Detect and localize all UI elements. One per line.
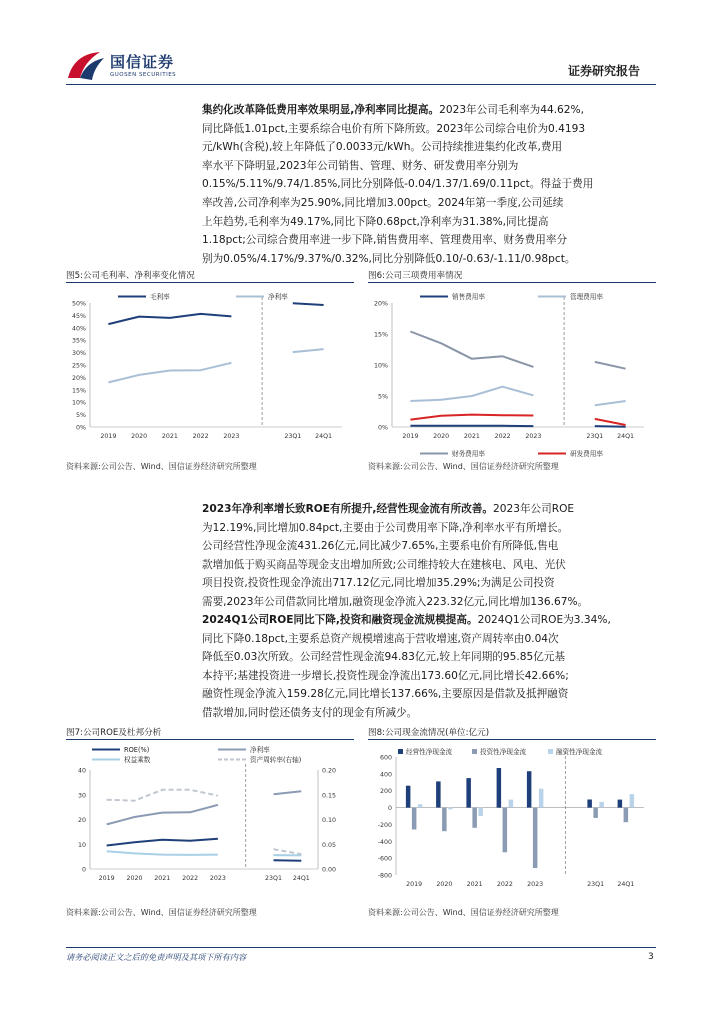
fig5-chart (66, 286, 354, 446)
fig8-source: 资料来源:公司公告、Wind、国信证券经济研究所整理 (368, 908, 559, 917)
bar-1-2 (472, 808, 477, 828)
legend-label-1: 投资性净现金流 (480, 748, 527, 756)
x-tick-label: 24Q1 (292, 875, 310, 882)
series-line-3-quarterly (274, 849, 302, 854)
x-tick-label: 2023 (527, 881, 544, 888)
fig8-title: 图8:公司现金流情况(单位:亿元) (368, 728, 490, 738)
x-tick-label: 2019 (98, 875, 115, 882)
y2-tick-label: 0.00 (322, 866, 337, 874)
y-tick-label: 0 (387, 805, 392, 813)
x-tick-label: 2020 (433, 433, 450, 440)
logo-en: GUOSEN SECURITIES (110, 72, 177, 78)
y-tick-label: 20% (374, 300, 388, 308)
series-line-1-annual (410, 387, 533, 401)
bar-2-4 (539, 789, 544, 808)
y-tick-label: 40% (72, 325, 86, 333)
report-type: 证券研究报告 (568, 64, 641, 78)
y-tick-label: 0 (81, 866, 86, 874)
para3-line-0: 2024Q1公司ROE为3.34%, (477, 614, 611, 626)
y-tick-label: -200 (377, 821, 392, 829)
para3-line-1: 同比下降0.18pct,主要系总资产规模增速高于营收增速,资产周转率由0.04次 (202, 632, 559, 645)
y-tick-label: 5% (378, 393, 388, 401)
legend-label-2: 财务费用率 (452, 450, 485, 458)
para1-line-2: 元/kWh(含税),较上年降低了0.0033元/kWh。公司持续推进集约化改革,费用 (202, 141, 563, 154)
legend-swatch-1 (472, 749, 477, 754)
series-line-1-quarterly (293, 349, 324, 352)
footer-disclaimer: 请务必阅读正文之后的免责声明及其项下所有内容 (66, 952, 247, 962)
logo-cn: 国信证券 (110, 53, 175, 71)
y-tick-label: 10% (374, 362, 388, 370)
legend-swatch-2 (548, 749, 553, 754)
x-tick-label: 2021 (463, 433, 480, 440)
para1-line-3: 率水平下降明显,2023年公司销售、管理、财务、研发费用率分别为 (202, 159, 519, 172)
y-tick-label: 20% (72, 374, 86, 382)
paragraph-2 (202, 500, 656, 612)
series-line-3-annual (107, 790, 218, 801)
legend-label-3: 资产周转率(右轴) (250, 756, 302, 764)
footer-divider (66, 947, 656, 948)
para1-line-6: 上年趋势,毛利率为49.17%,同比下降0.68pct,净利率为31.38%,同比提高 (202, 215, 549, 228)
legend-label-2: 权益乘数 (124, 756, 151, 764)
series-line-1-annual (108, 363, 231, 383)
para1-line-0: 2023年公司毛利率为44.62%, (439, 104, 584, 116)
y-tick-label: 50% (72, 300, 86, 308)
x-tick-label: 2019 (406, 881, 423, 888)
series-line-0-quarterly (274, 860, 302, 861)
y-tick-label: 15% (374, 331, 388, 339)
para2-line-4: 项目投资,投资性现金净流出717.12亿元,同比增加35.29%;为满足公司投资 (202, 577, 555, 590)
para3-line-3: 本持平;基建投资进一步增长,投资性现金净流出173.60亿元,同比增长42.66%; (202, 669, 569, 682)
y-tick-label: 0% (378, 424, 388, 432)
fig6-chart (368, 286, 656, 458)
para1-line-5: 率改善,公司净利率为25.90%,同比增加3.00pct。2024年第一季度,公司延续 (202, 196, 564, 209)
fig6-title-rule (368, 282, 656, 283)
y-tick-label: -400 (377, 838, 392, 846)
legend-label-0: 经营性净现金流 (406, 748, 453, 756)
x-tick-label: 2022 (494, 433, 511, 440)
bar-0-2 (466, 778, 471, 808)
x-tick-label: 2023 (223, 433, 240, 440)
legend-label-1: 净利率 (250, 746, 270, 754)
y-tick-label: 20 (77, 817, 86, 824)
y-tick-label: -800 (377, 872, 392, 880)
bar-2-0 (418, 804, 423, 807)
legend-label-1: 净利率 (268, 293, 288, 301)
para2-line-3: 款增加低于购买商品等现金支出增加所致;公司维持较大在建核电、风电、光伏 (202, 558, 566, 571)
x-tick-label: 2019 (100, 433, 117, 440)
bar-2-2 (478, 808, 483, 816)
para1-line (202, 101, 656, 120)
para3-line (202, 611, 656, 630)
bar-0-5 (587, 800, 592, 808)
y-tick-label: 35% (72, 337, 86, 345)
para1-line-4: 0.15%/5.11%/9.74/1.85%,同比分别降低-0.04/1.37/1.69/0.11pct。得益于费用 (202, 178, 594, 191)
series-line-0-annual (108, 314, 231, 324)
para3-line-4: 融资性现金净流入159.28亿元,同比增长137.66%,主要原因是借款及抵押融资 (202, 688, 569, 701)
x-tick-label: 2021 (161, 433, 178, 440)
y-tick-label: 25% (72, 362, 86, 370)
y-tick-label: -600 (377, 855, 392, 863)
para2-line (202, 500, 656, 519)
fig6-title: 图6:公司三项费用率情况 (368, 271, 463, 281)
paragraph-margin (202, 101, 656, 268)
fig6-source: 资料来源:公司公告、Wind、国信证券经济研究所整理 (368, 462, 559, 471)
y-tick-label: 600 (379, 754, 392, 762)
x-tick-label: 24Q1 (617, 881, 635, 888)
logo (66, 48, 106, 82)
legend-label-0: ROE(%) (124, 746, 150, 754)
bar-2-5 (599, 802, 604, 808)
legend-label-2: 融资性净现金流 (556, 748, 603, 756)
y2-tick-label: 0.15 (322, 792, 337, 800)
x-tick-label: 23Q1 (265, 875, 283, 882)
series-line-1-quarterly (595, 401, 626, 405)
fig7-chart (66, 743, 354, 895)
bar-2-3 (509, 800, 513, 808)
y-tick-label: 5% (76, 412, 86, 420)
bar-1-0 (412, 808, 417, 830)
bar-1-6 (624, 808, 629, 823)
y-tick-label: 30% (72, 350, 86, 358)
paragraph-3 (202, 611, 656, 723)
y-tick-label: 200 (379, 788, 392, 796)
x-tick-label: 2021 (466, 881, 483, 888)
x-tick-label: 2019 (402, 433, 419, 440)
x-tick-label: 23Q1 (586, 433, 604, 440)
y-tick-label: 400 (379, 771, 392, 779)
x-tick-label: 2023 (525, 433, 542, 440)
x-tick-label: 2021 (154, 875, 171, 882)
fig5-title-rule (66, 282, 354, 283)
para3-bold: 2024Q1公司ROE同比下降,投资和融资现金流规模提高。 (202, 614, 478, 626)
fig7-title: 图7:公司ROE及杜邦分析 (66, 728, 162, 738)
y2-tick-label: 0.20 (322, 767, 337, 775)
para1-bold: 集约化改革降低费用率效果明显,净利率同比提高。 (202, 104, 440, 116)
x-tick-label: 24Q1 (617, 433, 635, 440)
legend-label-1: 管理费用率 (570, 293, 603, 301)
header-divider (66, 84, 656, 85)
series-line-0-quarterly (595, 426, 626, 427)
bar-1-4 (533, 808, 538, 868)
x-tick-label: 2022 (182, 875, 199, 882)
bar-0-0 (406, 786, 411, 808)
series-line-0-annual (107, 839, 218, 846)
legend-label-3: 研发费用率 (570, 450, 603, 458)
bar-0-3 (497, 768, 502, 808)
logo-icon (66, 48, 106, 82)
para1-line-1: 同比降低1.01pct,主要系综合电价有所下降所致。2023年公司综合电价为0.4193 (202, 122, 586, 135)
y-tick-label: 15% (72, 387, 86, 395)
fig8-title-rule (368, 739, 656, 740)
y2-tick-label: 0.05 (322, 841, 337, 849)
x-tick-label: 2022 (496, 881, 513, 888)
para3-line-5: 借款增加,同时偿还债务支付的现金有所减少。 (202, 706, 418, 719)
x-tick-label: 2020 (131, 433, 148, 440)
legend-label-0: 销售费用率 (452, 293, 485, 301)
para2-line-1: 为12.19%,同比增加0.84pct,主要由于公司费用率下降,净利率水平有所增长。 (202, 521, 569, 534)
y2-tick-label: 0.10 (322, 817, 337, 824)
bar-0-4 (527, 771, 532, 807)
y-tick-label: 0% (76, 424, 86, 432)
x-tick-label: 2020 (126, 875, 143, 882)
bar-2-1 (448, 808, 453, 810)
para1-line-8: 别为0.05%/4.17%/9.37%/0.32%,同比分别降低0.10/-0.63/-1.11/0.98pct。 (202, 252, 576, 265)
y-tick-label: 10% (72, 399, 86, 407)
legend-label-0: 毛利率 (150, 293, 170, 301)
y-tick-label: 45% (72, 312, 86, 320)
x-tick-label: 23Q1 (587, 881, 605, 888)
fig5-source: 资料来源:公司公告、Wind、国信证券经济研究所整理 (66, 462, 257, 471)
para2-bold: 2023年净利率增长致ROE有所提升,经营性现金流有所改善。 (202, 503, 493, 515)
para2-line-5: 需要,2023年公司借款同比增加,融资现金净流入223.32亿元,同比增加136.67%。 (202, 595, 589, 608)
y-tick-label: 10 (77, 841, 86, 849)
series-line-3-quarterly (595, 419, 626, 425)
series-line-0-quarterly (293, 303, 324, 305)
fig8-chart (368, 743, 656, 895)
x-tick-label: 23Q1 (284, 433, 302, 440)
x-tick-label: 2020 (436, 881, 453, 888)
para1-line-7: 1.18pct;公司综合费用率进一步下降,销售费用率、管理费用率、财务费用率分 (202, 234, 568, 247)
fig5-title: 图5:公司毛利率、净利率变化情况 (66, 271, 195, 281)
legend-swatch-0 (398, 749, 403, 754)
bar-2-6 (630, 794, 635, 807)
x-tick-label: 2022 (192, 433, 209, 440)
para2-line-0: 2023年公司ROE (492, 503, 575, 515)
series-line-3-annual (410, 415, 533, 420)
series-line-2-quarterly (595, 362, 626, 369)
series-line-1-quarterly (274, 791, 302, 794)
x-tick-label: 24Q1 (315, 433, 333, 440)
bar-1-3 (503, 808, 508, 853)
bar-1-1 (442, 808, 447, 832)
page-number: 3 (648, 952, 654, 962)
bar-0-6 (618, 800, 623, 808)
y-tick-label: 40 (77, 767, 86, 775)
bar-0-1 (436, 781, 441, 807)
series-line-1-annual (107, 805, 218, 825)
fig7-title-rule (66, 739, 354, 740)
para3-line-2: 降低至0.03次所致。公司经营性现金流94.83亿元,较上年同期的95.85亿元基 (202, 651, 566, 664)
y-tick-label: 30 (77, 792, 86, 800)
series-line-2-annual (107, 851, 218, 855)
para2-line-2: 公司经营性净现金流431.26亿元,同比减少7.65%,主要系电价有所降低,售电 (202, 540, 559, 553)
bar-1-5 (593, 808, 598, 818)
x-tick-label: 2023 (209, 875, 226, 882)
fig7-source: 资料来源:公司公告、Wind、国信证券经济研究所整理 (66, 908, 257, 917)
series-line-2-annual (410, 332, 533, 367)
